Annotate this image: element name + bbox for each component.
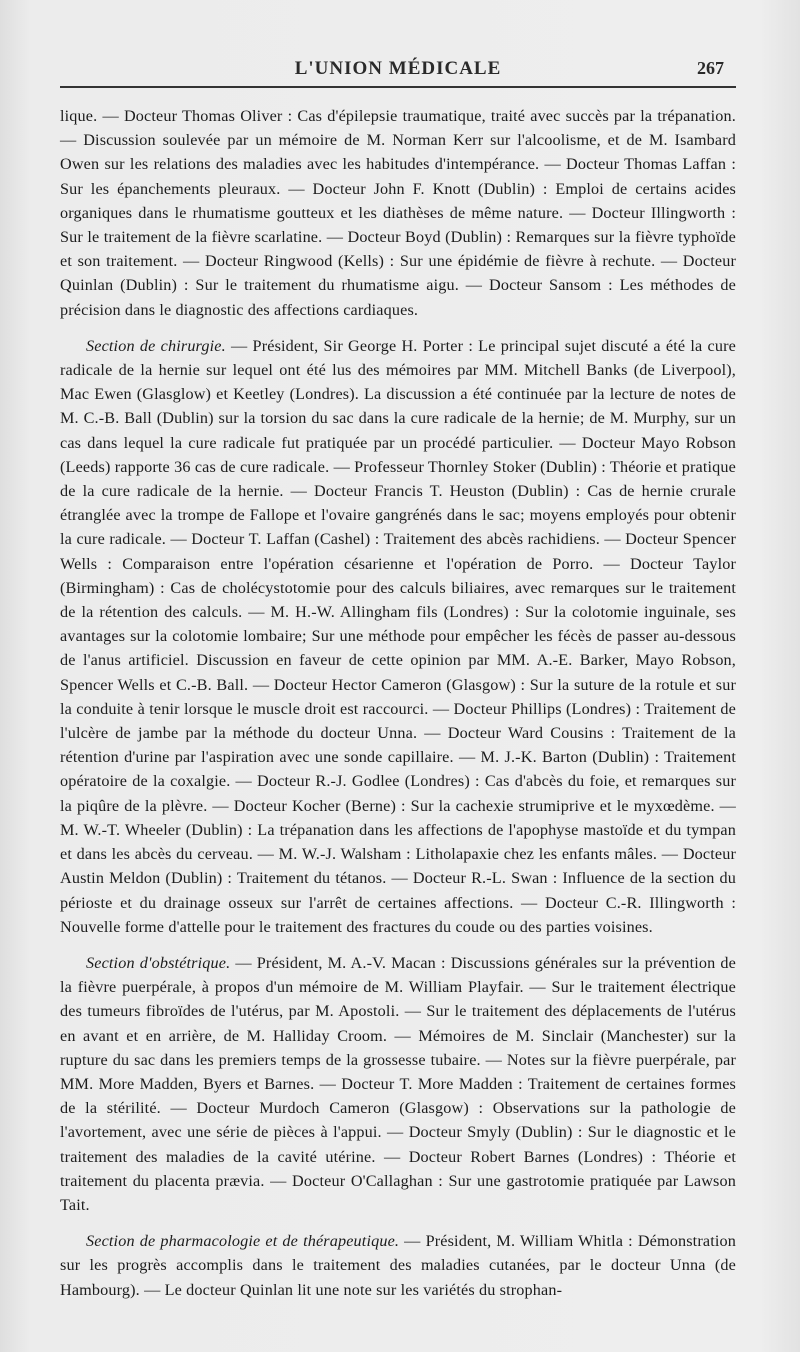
- paragraph-text: — Président, Sir George H. Porter : Le principal sujet discuté a été la cure radicale de la hernie sur lequel ont été lus des mémoires par MM. Mitchell Banks (de Liverpool), Mac Ewen (Glasglow) et Keetley (Londres). La discussion a été continuée par la lecture de notes de M. C.-B. Ball (Dublin) sur la torsion du sac dans la cure radicale de la hernie; de M. Murphy, sur un cas dans lequel la cure radicale fut pratiquée par un procédé particulier. — Docteur Mayo Robson (Leeds) rapporte 36 cas de cure radicale. — Professeur Thornley Stoker (Dublin) : Théorie et pratique de la cure radicale de la hernie. — Docteur Francis T. Heuston (Dublin) : Cas de hernie crurale étranglée avec la trompe de Fallope et l'ovaire gangrénés dans le sac; moyens employés pour obtenir la cure radicale. — Docteur T. Laffan (Cashel) : Traitement des abcès rachidiens. — Docteur Spencer Wells : Comparaison entre l'opération césarienne et l'opération de Porro. — Docteur Taylor (Birmingham) : Cas de cholécystotomie pour des calculs biliaires, avec remarques sur le traitement de la rétention des calculs. — M. H.-W. Allingham fils (Londres) : Sur la colotomie inguinale, ses avantages sur la colotomie lombaire; Sur une méthode pour empêcher les fécès de passer au-dessous de l'anus artificiel. Discussion en faveur de cette opinion par MM. A.-E. Barker, Mayo Robson, Spencer Wells et C.-B. Ball. — Docteur Hector Cameron (Glasgow) : Sur la suture de la rotule et sur la conduite à tenir lorsque le muscle droit est raccourci. — Docteur Phillips (Londres) : Traitement de l'ulcère de jambe par la méthode du docteur Unna. — Docteur Ward Cousins : Traitement de la rétention d'urine par l'aspiration avec une sonde capillaire. — M. J.-K. Barton (Dublin) : Traitement opératoire de la coxalgie. — Docteur R.-J. Godlee (Londres) : Cas d'abcès du foie, et remarques sur la piqûre de la plèvre. — Docteur Kocher (Berne) : Sur la cachexie strumiprive et le myxœdème. — M. W.-T. Wheeler (Dublin) : La trépanation dans les affections de l'apophyse mastoïde et du tympan et dans les abcès du cerveau. — M. W.-J. Walsham : Litholapaxie chez les enfants mâles. — Docteur Austin Meldon (Dublin) : Traitement du tétanos. — Docteur R.-L. Swan : Influence de la section du périoste et du drainage osseux sur l'arrêt de certaines affections. — Docteur C.-R. Illingworth : Nouvelle forme d'attelle pour le traitement des fractures du coude ou des parties voisines.: [60, 336, 737, 936]
- paragraph-text: — Président, M. A.-V. Macan : Discussions générales sur la prévention de la fièvre puerpérale, à propos d'un mémoire de M. William Playfair. — Sur le traitement électrique des tumeurs fibroïdes de l'utérus, par M. Apostoli. — Sur le traitement des déplacements de l'utérus en avant et en arrière, de M. Halliday Croom. — Mémoires de M. Sinclair (Manchester) sur la rupture du sac dans les premiers temps de la grossesse tubaire. — Notes sur la fièvre puerpérale, par MM. More Madden, Byers et Barnes. — Docteur T. More Madden : Traitement de certaines formes de la stérilité. — Docteur Murdoch Cameron (Glasgow) : Observations sur la pathologie de l'avortement, avec une série de pièces à l'appui. — Docteur Smyly (Dublin) : Sur le diagnostic et le traitement des maladies de la cavité utérine. — Docteur Robert Barnes (Londres) : Théorie et traitement du placenta prævia. — Docteur O'Callaghan : Sur une gastrotomie pratiquée par Lawson Tait.: [60, 953, 736, 1214]
- paragraph-surgery-section: [60, 334, 736, 939]
- paragraph-pharmacology-section: [60, 1229, 736, 1302]
- paragraph-text: lique. — Docteur Thomas Oliver : Cas d'épilepsie traumatique, traité avec succès par la trépanation. — Discussion soulevée par un mémoire de M. Norman Kerr sur l'alcoolisme, et de M. Isambard Owen sur les relations des maladies avec les habitudes d'intempérance. — Docteur Thomas Laffan : Sur les épanchements pleuraux. — Docteur John F. Knott (Dublin) : Emploi de certains acides organiques dans le rhumatisme goutteux et les diathèses de même nature. — Docteur Illingworth : Sur le traitement de la fièvre scarlatine. — Docteur Boyd (Dublin) : Remarques sur la fièvre typhoïde et son traitement. — Docteur Ringwood (Kells) : Sur une épidémie de fièvre à rechute. — Docteur Quinlan (Dublin) : Sur le traitement du rhumatisme aigu. — Docteur Sansom : Les méthodes de précision dans le diagnostic des affections cardiaques.: [60, 107, 736, 319]
- body-text: [60, 104, 736, 1302]
- paragraph-text: — Président, M. William Whitla : Démonstration sur les progrès accomplis dans le traitement des maladies cutanées, par le docteur Unna (de Hambourg). — Le docteur Quinlan lit une note sur les variétés du strophan-: [60, 1232, 736, 1299]
- page-header: [60, 58, 736, 88]
- paragraph-medicine-continued: [60, 104, 736, 322]
- page-number: 267: [697, 58, 724, 78]
- section-title-surgery: Section de chirurgie.: [86, 336, 226, 355]
- section-title-pharmacology: Section de pharmacologie et de thérapeutique.: [86, 1232, 400, 1251]
- section-title-obstetrics: Section d'obstétrique.: [86, 953, 231, 972]
- running-title: L'UNION MÉDICALE: [294, 58, 502, 79]
- paragraph-obstetrics-section: [60, 951, 736, 1217]
